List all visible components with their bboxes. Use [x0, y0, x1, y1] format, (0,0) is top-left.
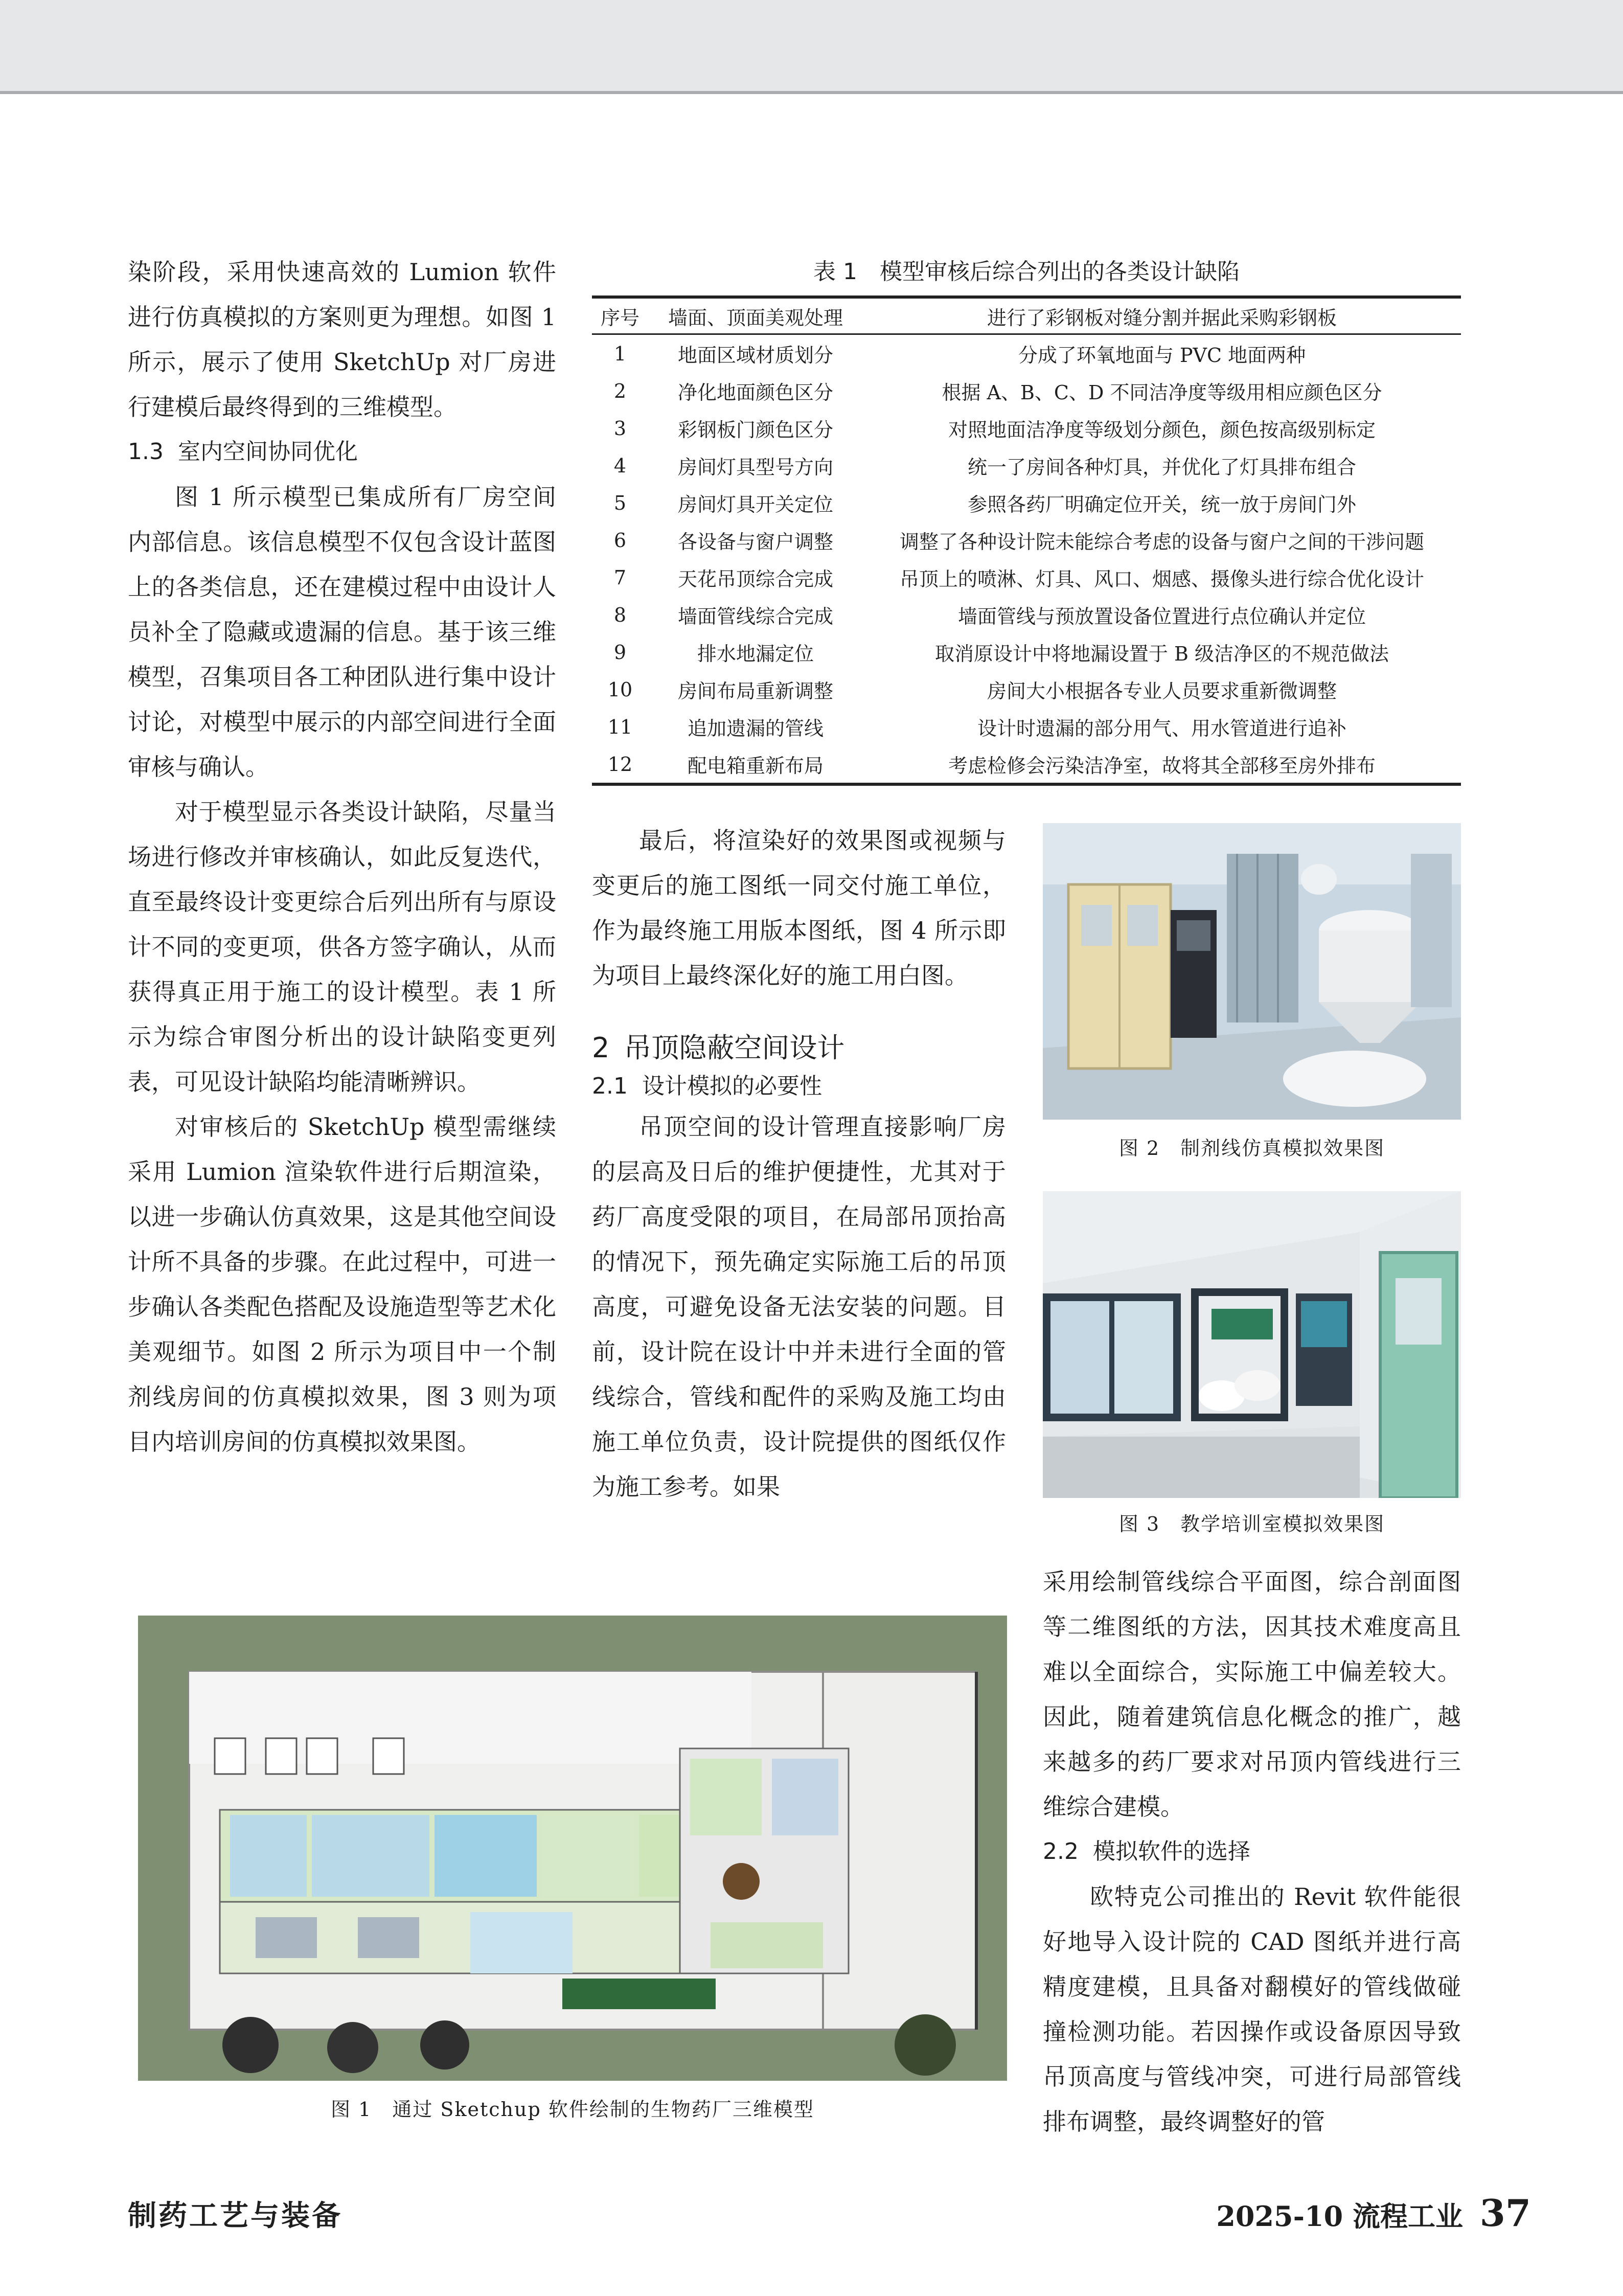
table-cell: 调整了各种设计院未能综合考虑的设备与窗户之间的干涉问题 [899, 531, 1424, 553]
figure-2-image [1043, 823, 1461, 1120]
table-cell: 统一了房间各种灯具，并优化了灯具排布组合 [967, 456, 1356, 479]
paragraph: 采用绘制管线综合平面图，综合剖面图等二维图纸的方法，因其技术难度高且难以全面综合，实际施工中偏差较大。因此，随着建筑信息化概念的推广，越来越多的药厂要求对吊顶内管线进行三维综合建模。 [1043, 1568, 1461, 1821]
table-cell: 各设备与窗户调整 [677, 531, 833, 553]
section-heading-2: 2 吊顶隐蔽空间设计 [592, 1032, 845, 1064]
table-row [592, 484, 1461, 521]
paragraph: 图 1 所示模型已集成所有厂房空间内部信息。该信息模型不仅包含设计蓝图上的各类信息，还在建模过程中由设计人员补全了隐藏或遗漏的信息。基于该三维模型，召集项目各工种团队进行集中设计讨论，对模型中展示的内部空间进行全面审核与确认。 [128, 483, 556, 781]
table-cell: 净化地面颜色区分 [677, 381, 833, 404]
table-cell: 房间灯具型号方向 [677, 456, 833, 479]
table-row [592, 671, 1461, 708]
figure-1-caption: 图 1 通过 Sketchup 软件绘制的生物药厂三维模型 [331, 2098, 814, 2121]
table-cell: 墙面管线与预放置设备位置进行点位确认并定位 [957, 605, 1366, 628]
figure-3-caption: 图 3 教学培训室模拟效果图 [1118, 1513, 1385, 1535]
column-left [128, 249, 556, 1464]
paragraph: 对审核后的 SketchUp 模型需继续采用 Lumion 渲染软件进行后期渲染，以进一步确认仿真效果，这是其他空间设计所不具备的步骤。在此过程中，可进一步确认各类配色搭配及设施造型等艺术化美观细节。如图 2 所示为项目中一个制剂线房间的仿真模拟效果，图 3 则为项目内培训房间的仿真模拟效果图。 [128, 1113, 556, 1456]
table-header-cell: 墙面、顶面美观处理 [648, 297, 863, 334]
figure-1-image [138, 1616, 1007, 2081]
table-cell: 根据 A、B、C、D 不同洁净度等级用相应颜色区分 [942, 381, 1382, 404]
table-cell: 4 [613, 454, 627, 477]
table-row [592, 745, 1461, 784]
table-cell: 2 [613, 379, 627, 402]
table-cell: 彩钢板门颜色区分 [677, 419, 833, 441]
table-cell: 排水地漏定位 [697, 643, 814, 665]
table-cell: 配电箱重新布局 [648, 745, 863, 784]
table-cell: 1 [613, 342, 627, 365]
header-band [0, 0, 1623, 94]
formulation-room-render [1043, 823, 1461, 1120]
table-cell: 12 [592, 745, 648, 784]
journal-section-name: 制药工艺与装备 [128, 2199, 342, 2233]
paragraph: 最后，将渲染好的效果图或视频与变更后的施工图纸一同交付施工单位，作为最终施工用版本图纸，图 4 所示即为项目上最终深化好的施工用白图。 [592, 827, 1006, 989]
table-1 [592, 256, 1461, 786]
table-cell: 3 [613, 417, 627, 440]
table-cell: 房间大小根据各专业人员要求重新微调整 [987, 680, 1337, 702]
paragraph: 欧特克公司推出的 Revit 软件能很好地导入设计院的 CAD 图纸并进行高精度建模，且具备对翻模好的管线做碰撞检测功能。若因操作或设备原因导致吊顶高度与管线冲突，可进行局部管线排布调整，最终调整好的管 [1043, 1883, 1461, 2135]
column-middle [592, 818, 1006, 1509]
table-caption: 表 1 模型审核后综合列出的各类设计缺陷 [813, 259, 1240, 285]
table-row [592, 410, 1461, 447]
table-cell: 对照地面洁净度等级划分颜色，颜色按高级别标定 [948, 419, 1376, 441]
table-cell: 考虑检修会污染洁净室，故将其全部移至房外排布 [863, 745, 1461, 784]
figure-2-caption: 图 2 制剂线仿真模拟效果图 [1118, 1137, 1385, 1160]
table-header-cell: 序号 [592, 297, 648, 334]
table-header-cell: 进行了彩钢板对缝分割并据此采购彩钢板 [863, 297, 1461, 334]
table-row [592, 633, 1461, 671]
column-right [1043, 1559, 1461, 2144]
table-cell: 分成了环氧地面与 PVC 地面两种 [1018, 344, 1306, 367]
table-cell: 吊顶上的喷淋、灯具、风口、烟感、摄像头进行综合优化设计 [899, 568, 1424, 590]
table-cell: 取消原设计中将地漏设置于 B 级洁净区的不规范做法 [934, 643, 1389, 665]
table-row [592, 521, 1461, 559]
table-row [592, 372, 1461, 410]
section-heading-2-1: 2.1 设计模拟的必要性 [592, 1073, 822, 1099]
table-cell: 天花吊顶综合完成 [677, 568, 833, 590]
magazine-name: 流程工业 [1352, 2200, 1463, 2233]
figure-3-image [1043, 1191, 1461, 1498]
table-cell: 7 [613, 566, 627, 589]
table-row [592, 447, 1461, 484]
section-heading-2-2: 2.2 模拟软件的选择 [1043, 1838, 1250, 1865]
table-cell: 8 [613, 603, 627, 626]
table-cell: 参照各药厂明确定位开关，统一放于房间门外 [967, 493, 1356, 516]
paragraph: 对于模型显示各类设计缺陷，尽量当场进行修改并审核确认，如此反复迭代，直至最终设计变更综合后列出所有与原设计不同的变更项，供各方签字确认，从而获得真正用于施工的设计模型。表 1 所示为综合审图分析出的设计缺陷变更列表，可见设计缺陷均能清晰辨识。 [128, 798, 556, 1096]
table-cell: 10 [607, 678, 633, 701]
footer-right [1216, 2191, 1531, 2235]
section-heading-1-3: 1.3 室内空间协同优化 [128, 439, 358, 465]
table-row [592, 334, 1461, 373]
plant-3d-model-plan [138, 1616, 1007, 2081]
table-cell: 房间布局重新调整 [677, 680, 833, 702]
table-cell: 9 [613, 641, 627, 664]
table-row [592, 708, 1461, 745]
table-cell: 墙面管线综合完成 [677, 605, 833, 628]
table-row [592, 559, 1461, 596]
training-room-render [1043, 1191, 1461, 1498]
page-number: 37 [1479, 2191, 1531, 2235]
table-cell: 11 [607, 715, 633, 738]
table-cell: 6 [613, 529, 627, 552]
table-cell: 追加遗漏的管线 [687, 717, 824, 740]
issue-number: 2025-10 [1216, 2200, 1343, 2233]
defects-table [592, 295, 1461, 786]
table-header-row [592, 297, 1461, 334]
paragraph: 染阶段，采用快速高效的 Lumion 软件进行仿真模拟的方案则更为理想。如图 1 所示，展示了使用 SketchUp 对厂房进行建模后最终得到的三维模型。 [128, 258, 556, 421]
table-cell: 5 [613, 491, 627, 514]
table-cell: 设计时遗漏的部分用气、用水管道进行追补 [977, 717, 1346, 740]
table-cell: 房间灯具开关定位 [677, 493, 833, 516]
table-cell: 地面区域材质划分 [677, 344, 833, 367]
paragraph: 吊顶空间的设计管理直接影响厂房的层高及日后的维护便捷性，尤其对于药厂高度受限的项目，在局部吊顶抬高的情况下，预先确定实际施工后的吊顶高度，可避免设备无法安装的问题。目前，设计院在设计中并未进行全面的管线综合，管线和配件的采购及施工均由施工单位负责，设计院提供的图纸仅作为施工参考。如果 [592, 1113, 1006, 1501]
table-row [592, 596, 1461, 633]
